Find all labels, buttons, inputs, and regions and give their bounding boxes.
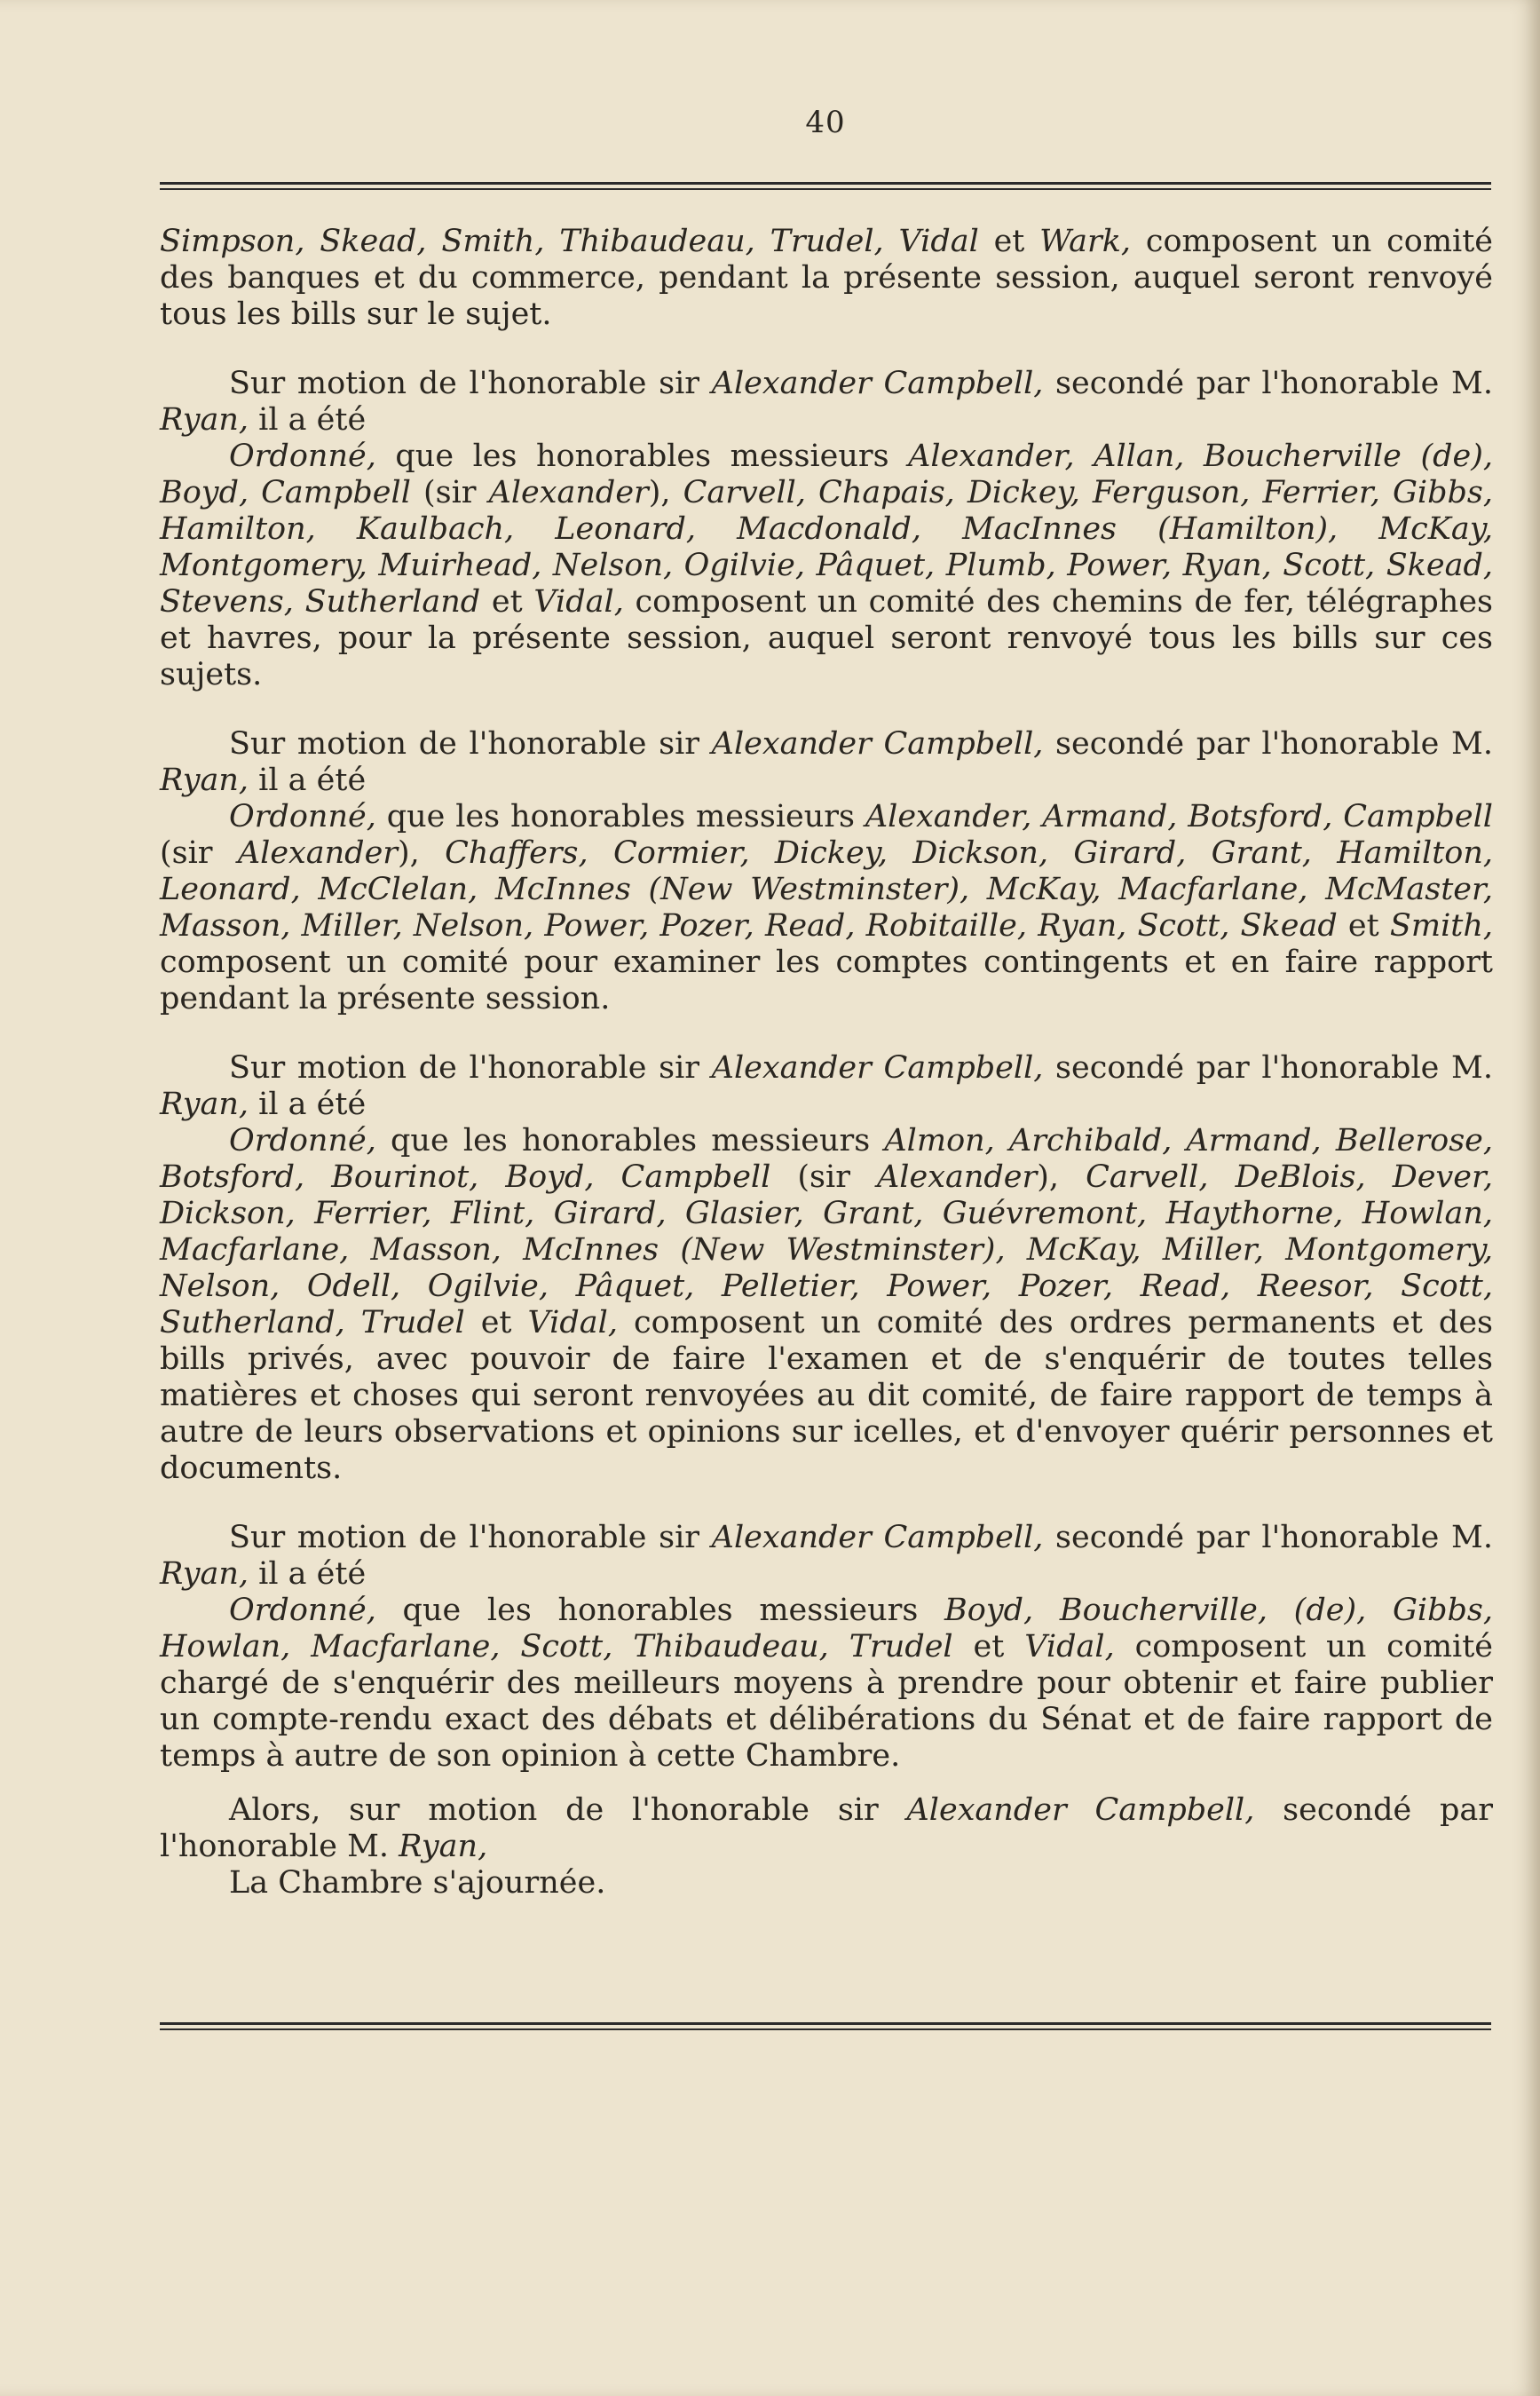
italic-run: Ryan, [399, 1829, 488, 1864]
text-run: composent un comité des ordres permanents et des bills privés, avec pouvoir de faire l'examen et de s'enquérir de toutes telles matières et choses qui seront renvoyées au dit comité, de faire rapport de temps à autre de leurs observations et opinions sur icelles, et d'envoyer quérir personnes et documents. [160, 1305, 1494, 1486]
text-run: il a été [249, 402, 367, 438]
page-number: 40 [805, 105, 846, 140]
italic-run: Vidal, [527, 1305, 618, 1340]
order-text [160, 799, 1493, 1017]
text-run: (sir [160, 835, 238, 871]
footer-rule [160, 2022, 1491, 2030]
text-run: composent un comité des chemins de fer, télégraphes et havres, pour la présente session, auquel seront renvoyé tous les bills sur ces sujets. [160, 584, 1494, 692]
italic-run: Alexander [877, 1159, 1038, 1195]
text-run: secondé par l'honorable M. [160, 1792, 1493, 1864]
text-run: composent un comité pour examiner les comptes contingents et en faire rapport pendant la présente session. [160, 945, 1493, 1016]
italic-run: Ryan, [160, 1087, 249, 1122]
text-run: secondé par l'honorable M. [1043, 726, 1493, 762]
text-run: et [978, 224, 1040, 259]
text-run: secondé par l'honorable M. [1043, 1050, 1493, 1086]
italic-run: Alexander, Armand, Botsford, Campbell [865, 799, 1493, 834]
italic-run: Ryan, [160, 402, 249, 438]
italic-run: Wark, [1039, 224, 1132, 259]
text-run: Sur motion de l'honorable sir [229, 1520, 712, 1555]
italic-run: Vidal, [533, 584, 624, 620]
text-run: Alors, sur motion de l'honorable sir [229, 1792, 907, 1828]
italic-run: Boyd, Boucherville, (de), Gibbs, Howlan, Macfarlane, Scott, Thibaudeau, Trudel [160, 1593, 1494, 1665]
text-run: et [1337, 908, 1390, 944]
paragraph-adjournment-motion [160, 1792, 1493, 1865]
motion-line [160, 366, 1493, 439]
text-run: composent un comité chargé de s'enquérir des meilleurs moyens à prendre pour obtenir et faire publier un compte-rendu exact des débats et délibérations du Sénat et de faire rapport de temps à autre de son opinion à cette Chambre. [160, 1629, 1494, 1774]
text-run: et [480, 584, 534, 620]
text-run: que les honorables messieurs [375, 799, 865, 834]
paragraph-contingent-accounts-committee [160, 726, 1493, 1017]
text-run: secondé par l'honorable M. [1043, 1520, 1493, 1555]
italic-run: Smith, [1389, 908, 1493, 944]
text-run: il a été [249, 763, 367, 798]
text-run: et [952, 1629, 1025, 1665]
motion-line [160, 726, 1493, 799]
text-run: il a été [249, 1556, 367, 1592]
order-text [160, 439, 1493, 693]
italic-run: Simpson, Skead, Smith, Thibaudeau, Trudel, Vidal [160, 224, 979, 259]
motion-line [160, 1520, 1493, 1593]
italic-run: Ryan, [160, 763, 249, 798]
text-run: ), [648, 475, 683, 510]
italic-run: Alexander Campbell, [711, 1520, 1044, 1555]
paragraph-banking-committee [160, 224, 1493, 333]
text-run: que les honorables messieurs [375, 439, 909, 474]
text-run: Sur motion de l'honorable sir [229, 366, 712, 401]
paragraph-railway-committee [160, 366, 1493, 693]
italic-run: Ordonné, [229, 439, 376, 474]
paragraph-debates-committee [160, 1520, 1493, 1775]
italic-run: Alexander Campbell, [711, 1050, 1044, 1086]
italic-run: Carvell, DeBlois, Dever, Dickson, Ferrier, Flint, Girard, Glasier, Grant, Guévremont, Haythorne, Howlan, Macfarlane, Masson, McInnes (New Westminster), McKay, Miller, Montgomery, Nelson, Odell, Ogilvie, Pâquet, Pelletier, Power, Pozer, Read, Reesor, Scott, Sutherland, Trudel [160, 1159, 1493, 1340]
body-text [160, 224, 1493, 1934]
text-run: (sir [410, 475, 489, 510]
order-text [160, 1123, 1493, 1487]
italic-run: Ordonné, [229, 1123, 376, 1158]
header-rule [160, 182, 1491, 190]
text-run: ), [398, 835, 446, 871]
text-run: que les honorables messieurs [375, 1593, 945, 1628]
italic-run: Vidal, [1024, 1629, 1115, 1665]
italic-run: Chaffers, Cormier, Dickey, Dickson, Girard, Grant, Hamilton, Leonard, McClelan, McInnes (New Westminster), McKay, Macfarlane, McMaster, Masson, Miller, Nelson, Power, Pozer, Read, Robitaille, Ryan, Scott, Skead [160, 835, 1494, 944]
paragraph-standing-orders-committee [160, 1050, 1493, 1487]
text-run: composent un comité des banques et du commerce, pendant la présente session, auquel seront renvoyé tous les bills sur le sujet. [160, 224, 1493, 332]
text-run: (sir [770, 1159, 878, 1195]
text-run: Sur motion de l'honorable sir [229, 726, 712, 762]
italic-run: Ryan, [160, 1556, 249, 1592]
italic-run: Alexander [488, 475, 649, 510]
motion-line [160, 1050, 1493, 1123]
italic-run: Almon, Archibald, Armand, Bellerose, Botsford, Bourinot, Boyd, Campbell [160, 1123, 1494, 1195]
italic-run: Alexander Campbell, [711, 726, 1044, 762]
text-run: que les honorables messieurs [375, 1123, 885, 1158]
text-run: il a été [249, 1087, 367, 1122]
italic-run: Alexander Campbell, [906, 1792, 1255, 1828]
italic-run: Ordonné, [229, 799, 376, 834]
italic-run: Alexander [237, 835, 399, 871]
adjournment-line: La Chambre s'ajournée. [229, 1865, 606, 1901]
text-run: ), [1037, 1159, 1086, 1195]
italic-run: Ordonné, [229, 1593, 376, 1628]
order-text [160, 1593, 1493, 1775]
text-run: secondé par l'honorable M. [1043, 366, 1493, 401]
italic-run: Alexander Campbell, [711, 366, 1044, 401]
italic-run: Carvell, Chapais, Dickey, Ferguson, Ferrier, Gibbs, Hamilton, Kaulbach, Leonard, Macdonald, MacInnes (Hamilton), McKay, Montgomery, Muirhead, Nelson, Ogilvie, Pâquet, Plumb, Power, Ryan, Scott, Skead, Stevens, Sutherland [160, 475, 1494, 620]
italic-run: Alexander, Allan, Boucherville (de), Boyd, Campbell [160, 439, 1493, 510]
text-run: et [464, 1305, 528, 1340]
text-run: Sur motion de l'honorable sir [229, 1050, 712, 1086]
